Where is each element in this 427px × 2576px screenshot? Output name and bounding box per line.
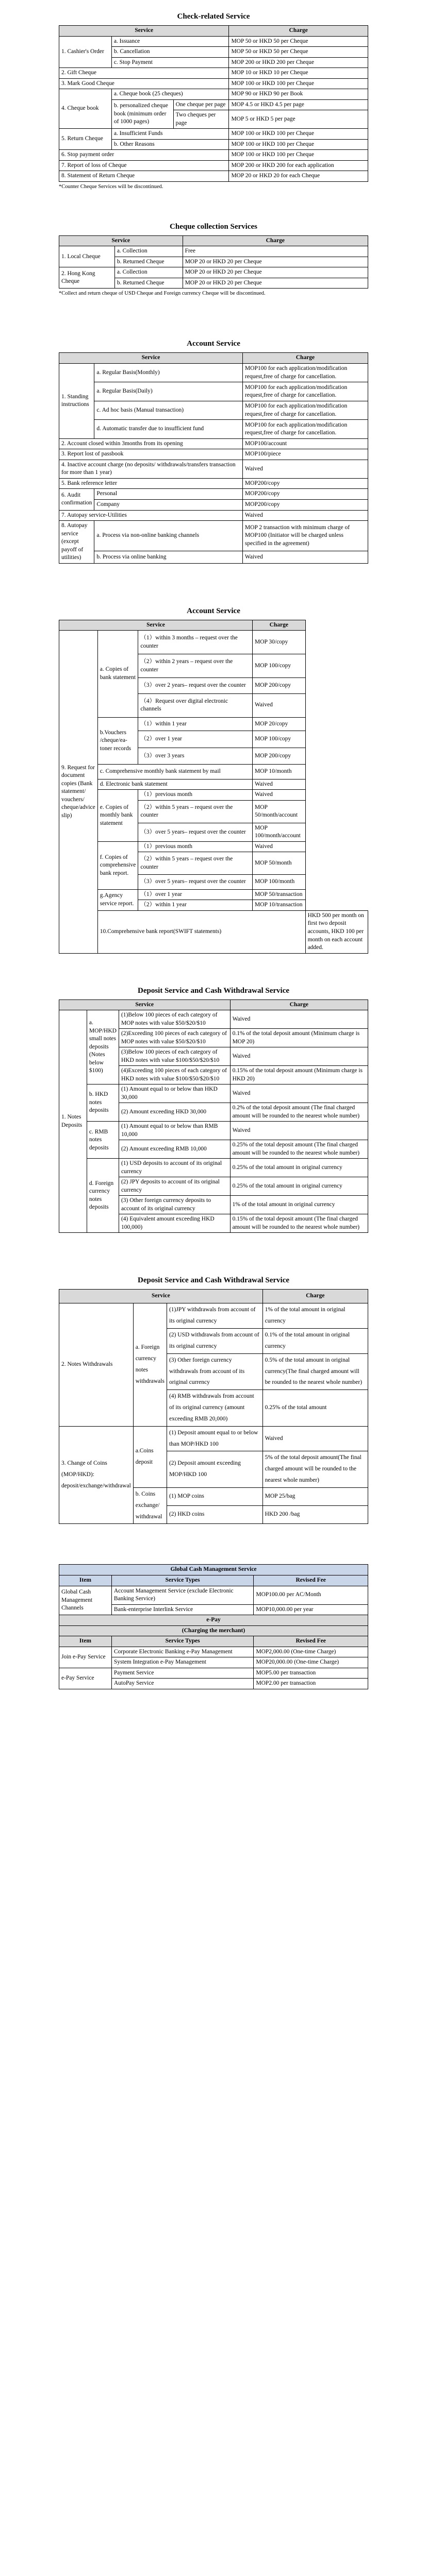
col-header-item: Item — [59, 1636, 112, 1647]
table-row — [59, 171, 368, 182]
footnote: *Collect and return cheque of USD Cheque and Foreign currency Cheque will be discontinued. — [59, 291, 266, 297]
charge-value: MOP200/copy — [242, 499, 368, 510]
service-name: 10.Comprehensive bank report(SWIFT statements) — [97, 910, 305, 953]
service-type: AutoPay Service — [111, 1679, 254, 1689]
table-row — [59, 1010, 368, 1029]
charge-value: MOP 20 or HKD 20 per Cheque — [183, 267, 368, 278]
sub-option: (1) Amount equal to or below than RMB 10,000 — [119, 1122, 230, 1140]
service-type: Bank-enterprise Interlink Service — [111, 1604, 254, 1615]
charge-value: MOP 10 or HKD 10 per Cheque — [229, 68, 368, 79]
col-header-service: Service — [59, 26, 229, 37]
item-name: e-Pay Service — [59, 1668, 112, 1689]
charge-value: Waived — [230, 1122, 368, 1140]
account-service-section-1 — [59, 327, 368, 563]
deposit-service-table-1 — [59, 999, 368, 1233]
charge-value: 0.25% of the total amount in original currency — [230, 1159, 368, 1177]
table-row — [59, 150, 368, 161]
table-row — [59, 363, 368, 382]
service-name: 2. Hong Kong Cheque — [59, 267, 115, 289]
table-row — [59, 521, 368, 551]
col-header-charge: Charge — [242, 353, 368, 364]
sub-option: (3)Below 100 pieces of each category of HKD notes with value $100/$50/$20/$10 — [119, 1047, 230, 1066]
charge-value: MOP 100 or HKD 100 per Cheque — [229, 78, 368, 89]
service-name: 1. Cashier's Order — [59, 36, 112, 68]
deposit-service-section-1 — [59, 974, 368, 1233]
sub-option: (1) MOP coins — [167, 1487, 262, 1505]
table-row — [59, 1647, 368, 1657]
fee-value: MOP5.00 per transaction — [254, 1668, 368, 1679]
sub-option: (2) Amount exceeding HKD 30,000 — [119, 1103, 230, 1122]
deposit-service-table-2 — [59, 1289, 368, 1524]
col-header-revised-fee: Revised Fee — [254, 1575, 368, 1586]
charge-value: MOP200/copy — [242, 478, 368, 489]
sub-service: a. MOP/HKD small notes deposits (Notes below $100) — [87, 1010, 119, 1084]
table-row — [59, 765, 368, 779]
service-type: Payment Service — [111, 1668, 254, 1679]
service-name: 2. Gift Cheque — [59, 68, 229, 79]
table-row — [59, 267, 368, 278]
section-title: Global Cash Management Service — [59, 1565, 368, 1575]
service-name: 1. Standing instructions — [59, 363, 94, 438]
table-row — [59, 779, 368, 790]
charge-value: Waived — [230, 1010, 368, 1029]
sub-option: (4) Equivalent amount exceeding HKD 100,000) — [119, 1214, 230, 1233]
service-type: System Integration e-Pay Management — [111, 1657, 254, 1668]
table-row — [59, 1303, 368, 1329]
service-name: 6. Stop payment order — [59, 150, 229, 161]
sub-option: (1) Deposit amount equal to or below than MOP/HKD 100 — [167, 1426, 262, 1451]
sub-service: b. Process via online banking — [94, 551, 243, 564]
charge-value: MOP 100 or HKD 100 per Cheque — [229, 150, 368, 161]
sub-service: a. Collection — [114, 267, 183, 278]
sub-option: Two cheques per page — [173, 110, 229, 129]
fee-value: MOP20,000.00 (One-time Charge) — [254, 1657, 368, 1668]
table-row — [59, 1668, 368, 1679]
charge-value: MOP 2 transaction with minimum charge of MOP100 (Initiator will be charged unless specified in the agreement) — [242, 521, 368, 551]
charge-value: MOP 50/month — [253, 852, 306, 875]
table-row — [59, 1586, 368, 1604]
charge-value: MOP 50/transaction — [253, 889, 306, 900]
charge-value: MOP 4.5 or HKD 4.5 per page — [229, 99, 368, 110]
sub-service: a. Cheque book (25 cheques) — [111, 89, 229, 100]
account-service-section-2 — [59, 595, 368, 954]
sub-service: b.Vouchers /cheque/ea- toner records — [97, 717, 138, 765]
sub-service: a.Coins deposit — [133, 1426, 167, 1487]
col-header-charge: Charge — [253, 620, 306, 631]
table-row — [59, 790, 368, 801]
sub-option: （2）within 5 years – request over the counter — [138, 852, 253, 875]
sub-service: c. RMB notes deposits — [87, 1122, 119, 1159]
service-name: 1. Local Cheque — [59, 246, 115, 267]
col-header-service: Service — [59, 353, 243, 364]
charge-value: Waived — [230, 1084, 368, 1103]
table-row — [59, 36, 368, 47]
charge-value: MOP 20/copy — [253, 717, 306, 731]
table-row — [59, 382, 368, 401]
service-name: 1. Notes Deposits — [59, 1010, 87, 1233]
service-name: 3. Change of Coins (MOP/HKD): deposit/exchange/withdrawal — [59, 1426, 134, 1524]
sub-service: a. Collection — [114, 246, 183, 257]
col-header-service: Service — [59, 999, 231, 1010]
sub-option: (2) Deposit amount exceeding MOP/HKD 100 — [167, 1451, 262, 1488]
col-header-service: Service — [59, 235, 183, 246]
charge-value: 1% of the total amount in original currency — [262, 1303, 368, 1329]
sub-option: (1)JPY withdrawals from account of its original currency — [167, 1303, 262, 1329]
sub-service: d. Automatic transfer due to insufficient fund — [94, 420, 243, 439]
table-row — [59, 449, 368, 460]
charge-value: Waived — [253, 790, 306, 801]
col-header-item: Item — [59, 1575, 112, 1586]
sub-option: （1）previous month — [138, 841, 253, 852]
sub-option: （1）previous month — [138, 790, 253, 801]
col-header-service: Service — [59, 620, 253, 631]
col-header-service-types: Service Types — [111, 1636, 254, 1647]
charge-value: 0.1% of the total amount in original currency — [262, 1328, 368, 1353]
cheque-collection-table — [59, 235, 368, 289]
charge-value: MOP 50 or HKD 50 per Cheque — [229, 36, 368, 47]
table-row — [59, 499, 368, 510]
sub-service: a. Regular Basis(Monthly) — [94, 363, 243, 382]
sub-option: （2）within 1 year — [138, 900, 253, 911]
charge-value: MOP 20 or HKD 20 per Cheque — [183, 278, 368, 289]
charge-value: Free — [183, 246, 368, 257]
charge-value: Waived — [253, 841, 306, 852]
sub-service: d. Foreign currency notes deposits — [87, 1159, 119, 1233]
service-type: Account Management Service (exclude Electronic Banking Service) — [111, 1586, 254, 1604]
table-row — [59, 460, 368, 478]
charge-value: MOP 200/copy — [253, 748, 306, 765]
sub-option: (1) Amount equal to or below than HKD 30,000 — [119, 1084, 230, 1103]
sub-service: b. Coins exchange/ withdrawal — [133, 1487, 167, 1524]
charge-value: 0.25% of the total amount — [262, 1390, 368, 1427]
sub-option: (4) RMB withdrawals from account of its original currency (amount exceeding RMB 20,000) — [167, 1390, 262, 1427]
table-row — [59, 478, 368, 489]
sub-service: b. personalized cheque book (minimum order of 1000 pages) — [111, 99, 173, 129]
charge-value: 0.2% of the total deposit amount (The final charged amount will be rounded to the nearest whole number) — [230, 1103, 368, 1122]
service-name: 7. Autopay service-Utilities — [59, 510, 243, 521]
sub-option: （1）within 1 year — [138, 717, 253, 731]
charge-value: MOP100/piece — [242, 449, 368, 460]
charge-value: MOP100 for each application/modification request,free of charge for cancellation. — [242, 420, 368, 439]
charge-value: MOP 100/month/account — [253, 823, 306, 841]
service-type: Corporate Electronic Banking e-Pay Management — [111, 1647, 254, 1657]
service-name: 3. Report lost of passbook — [59, 449, 243, 460]
sub-service: a. Insufficient Funds — [111, 129, 229, 140]
charge-value: 0.25% of the total deposit amount (The final charged amount will be rounded to the nearest whole number) — [230, 1140, 368, 1159]
charge-value: MOP 200/copy — [253, 678, 306, 694]
service-name: 5. Return Cheque — [59, 129, 112, 150]
col-header-service-types: Service Types — [111, 1575, 254, 1586]
sub-option: （3）over 3 years — [138, 748, 253, 765]
service-name: 4. Inactive account charge (no deposits/ withdrawals/transfers transaction for more than 1 year) — [59, 460, 243, 478]
fee-value: MOP10,000.00 per year — [254, 1604, 368, 1615]
table-row — [59, 1122, 368, 1140]
col-header-charge: Charge — [262, 1290, 368, 1303]
table-row — [59, 246, 368, 257]
col-header-charge: Charge — [183, 235, 368, 246]
charge-value: MOP 30/copy — [253, 631, 306, 654]
charge-value: MOP 50/month/account — [253, 800, 306, 823]
table-row — [59, 78, 368, 89]
table-row — [59, 1084, 368, 1103]
col-header-revised-fee: Revised Fee — [254, 1636, 368, 1647]
charge-value: MOP 25/bag — [262, 1487, 368, 1505]
table-row — [59, 910, 368, 953]
charge-value: MOP200/copy — [242, 489, 368, 500]
charge-value: MOP 50 or HKD 50 per Cheque — [229, 47, 368, 58]
table-row — [59, 841, 368, 852]
epay-subtitle: (Charging the merchant) — [59, 1625, 368, 1636]
charge-value: MOP 20 or HKD 20 per Cheque — [183, 257, 368, 267]
section-title: Account Service — [187, 606, 240, 615]
sub-option: (1)Below 100 pieces of each category of MOP notes with value $50/$20/$10 — [119, 1010, 230, 1029]
col-header-service: Service — [59, 1290, 263, 1303]
item-name: Global Cash Management Channels — [59, 1586, 112, 1615]
account-service-table-1 — [59, 352, 368, 563]
sub-service: a. Issuance — [111, 36, 229, 47]
table-row — [59, 438, 368, 449]
sub-option: (4)Exceeding 100 pieces of each category of HKD notes with value $100/$50/$20/$10 — [119, 1066, 230, 1084]
charge-value: MOP 10/month — [253, 765, 306, 779]
charge-value: MOP 100/month — [253, 875, 306, 890]
table-row — [59, 551, 368, 564]
sub-option: （1）within 3 months – request over the counter — [138, 631, 253, 654]
sub-option: （3）over 5 years– request over the counter — [138, 875, 253, 890]
charge-value: Waived — [262, 1426, 368, 1451]
check-related-section — [59, 0, 368, 190]
charge-value: MOP 90 or HKD 90 per Book — [229, 89, 368, 100]
table-row — [59, 1426, 368, 1451]
table-row — [59, 401, 368, 420]
charge-value: 0.1% of the total deposit amount (Minimum charge is MOP 20) — [230, 1029, 368, 1047]
section-title: Cheque collection Services — [170, 222, 257, 231]
sub-option: (2) JPY deposits to account of its original currency — [119, 1177, 230, 1196]
charge-value: MOP 100/copy — [253, 654, 306, 678]
charge-value: 0.15% of the total deposit amount (The final charged amount will be rounded to the nearest whole number) — [230, 1214, 368, 1233]
charge-value: 0.15% of the total deposit amount (Minimum charge is HKD 20) — [230, 1066, 368, 1084]
global-cash-section — [59, 1555, 368, 1689]
service-name: 8. Statement of Return Cheque — [59, 171, 229, 182]
sub-option: （4）Request over digital electronic channels — [138, 693, 253, 717]
sub-service: f. Copies of comprehensive bank report. — [97, 841, 138, 889]
sub-option: (1) USD deposits to account of its original currency — [119, 1159, 230, 1177]
service-name: 7. Report of loss of Cheque — [59, 160, 229, 171]
sub-service: Company — [94, 499, 243, 510]
charge-value: MOP100 for each application/modification request,free of charge for cancellation. — [242, 401, 368, 420]
item-name: Join e-Pay Service — [59, 1647, 112, 1668]
table-row — [59, 160, 368, 171]
table-row — [59, 129, 368, 140]
sub-service: a. Process via non-online banking channels — [94, 521, 243, 551]
sub-option: （2）within 5 years – request over the counter — [138, 800, 253, 823]
sub-service: b. Returned Cheque — [114, 278, 183, 289]
charge-value: 0.5% of the total amount in original currency(The final charged amount will be rounded to the nearest whole number) — [262, 1353, 368, 1390]
charge-value: Waived — [242, 510, 368, 521]
sub-option: One cheque per page — [173, 99, 229, 110]
table-row — [59, 489, 368, 500]
sub-option: (2) HKD coins — [167, 1506, 262, 1524]
charge-value: MOP 100 or HKD 100 per Cheque — [229, 129, 368, 140]
service-name: 4. Cheque book — [59, 89, 112, 129]
charge-value: MOP100 for each application/modification request,free of charge for cancellation. — [242, 382, 368, 401]
section-title: Deposit Service and Cash Withdrawal Service — [137, 986, 290, 995]
sub-service: d. Electronic bank statement — [97, 779, 252, 790]
service-name: 2. Account closed within 3months from its opening — [59, 438, 243, 449]
table-row — [59, 89, 368, 100]
service-name: 3. Mark Good Cheque — [59, 78, 229, 89]
charge-value: MOP 10/transaction — [253, 900, 306, 911]
charge-value: Waived — [253, 693, 306, 717]
charge-value: MOP 100/copy — [253, 731, 306, 748]
sub-option: （1）over 1 year — [138, 889, 253, 900]
sub-option: (3) Other foreign currency deposits to account of its original currency — [119, 1196, 230, 1214]
service-name: 6. Audit confirmation — [59, 489, 94, 510]
epay-title: e-Pay — [59, 1615, 368, 1626]
charge-value: MOP100/account — [242, 438, 368, 449]
service-name: 2. Notes Withdrawals — [59, 1303, 134, 1426]
sub-option: (3) Other foreign currency withdrawals from account of its original currency — [167, 1353, 262, 1390]
service-name: 5. Bank reference letter — [59, 478, 243, 489]
service-name: 8. Autopay service (except payoff of utilities) — [59, 521, 94, 564]
charge-value: 5% of the total deposit amount(The final charged amount will be rounded to the nearest whole number) — [262, 1451, 368, 1488]
sub-service: Personal — [94, 489, 243, 500]
sub-option: (2) USD withdrawals from account of its original currency — [167, 1328, 262, 1353]
charge-value: MOP100 for each application/modification request,free of charge for cancellation. — [242, 363, 368, 382]
table-row — [59, 68, 368, 79]
table-row — [59, 1159, 368, 1177]
sub-option: (2)Exceeding 100 pieces of each category of MOP notes with value $50/$20/$10 — [119, 1029, 230, 1047]
sub-option: （3）over 5 years– request over the counter — [138, 823, 253, 841]
sub-service: c. Ad hoc basis (Manual transaction) — [94, 401, 243, 420]
charge-value: Waived — [242, 551, 368, 564]
account-service-table-2 — [59, 620, 368, 954]
table-row — [59, 631, 368, 654]
sub-service: a. Foreign currency notes withdrawals — [133, 1303, 167, 1426]
table-row — [59, 717, 368, 731]
section-title: Deposit Service and Cash Withdrawal Service — [137, 1276, 290, 1285]
sub-service: b. Returned Cheque — [114, 257, 183, 267]
sub-service: g.Agency service report. — [97, 889, 138, 910]
sub-option: （3）over 2 years– request over the counter — [138, 678, 253, 694]
service-name: 9. Request for document copies (Bank statement/ vouchers/ cheque/advice slip) — [59, 631, 98, 953]
charge-value: MOP 100 or HKD 100 per Cheque — [229, 139, 368, 150]
global-cash-table — [59, 1564, 368, 1689]
col-header-charge: Charge — [229, 26, 368, 37]
sub-service: c. Comprehensive monthly bank statement by mail — [97, 765, 252, 779]
charge-value: MOP 200 or HKD 200 for each application — [229, 160, 368, 171]
section-title: Check-related Service — [177, 12, 250, 21]
charge-value: MOP 200 or HKD 200 per Cheque — [229, 57, 368, 68]
sub-service: b. Cancellation — [111, 47, 229, 58]
fee-value: MOP100.00 per AC/Month — [254, 1586, 368, 1604]
sub-service: a. Copies of bank statement — [97, 631, 138, 718]
charge-value: MOP 5 or HKD 5 per page — [229, 110, 368, 129]
sub-service: b. HKD notes deposits — [87, 1084, 119, 1122]
table-row — [59, 889, 368, 900]
sub-service: a. Regular Basis(Daily) — [94, 382, 243, 401]
cheque-collection-section — [59, 210, 368, 297]
sub-option: （2）within 2 years – request over the counter — [138, 654, 253, 678]
charge-value: 0.25% of the total amount in original currency — [230, 1177, 368, 1196]
sub-service: e. Copies of monthly bank statement — [97, 790, 138, 842]
sub-service: c. Stop Payment — [111, 57, 229, 68]
charge-value: HKD 500 per month on first two deposit accounts, HKD 100 per month on each account added. — [305, 910, 368, 953]
table-row — [59, 510, 368, 521]
fee-value: MOP2.00 per transaction — [254, 1679, 368, 1689]
sub-option: （2）over 1 year — [138, 731, 253, 748]
fee-value: MOP2,000.00 (One-time Charge) — [254, 1647, 368, 1657]
check-related-table — [59, 25, 368, 182]
charge-value: Waived — [242, 460, 368, 478]
charge-value: HKD 200 /bag — [262, 1506, 368, 1524]
section-title: Account Service — [187, 340, 240, 348]
charge-value: MOP 20 or HKD 20 for each Cheque — [229, 171, 368, 182]
charge-value: Waived — [253, 779, 306, 790]
charge-value: Waived — [230, 1047, 368, 1066]
deposit-service-section-2 — [59, 1264, 368, 1524]
col-header-charge: Charge — [230, 999, 368, 1010]
table-row — [59, 420, 368, 439]
sub-option: (2) Amount exceeding RMB 10,000 — [119, 1140, 230, 1159]
footnote: *Counter Cheque Services will be discontinued. — [59, 183, 163, 190]
sub-service: b. Other Reasons — [111, 139, 229, 150]
charge-value: 1% of the total amount in original currency — [230, 1196, 368, 1214]
